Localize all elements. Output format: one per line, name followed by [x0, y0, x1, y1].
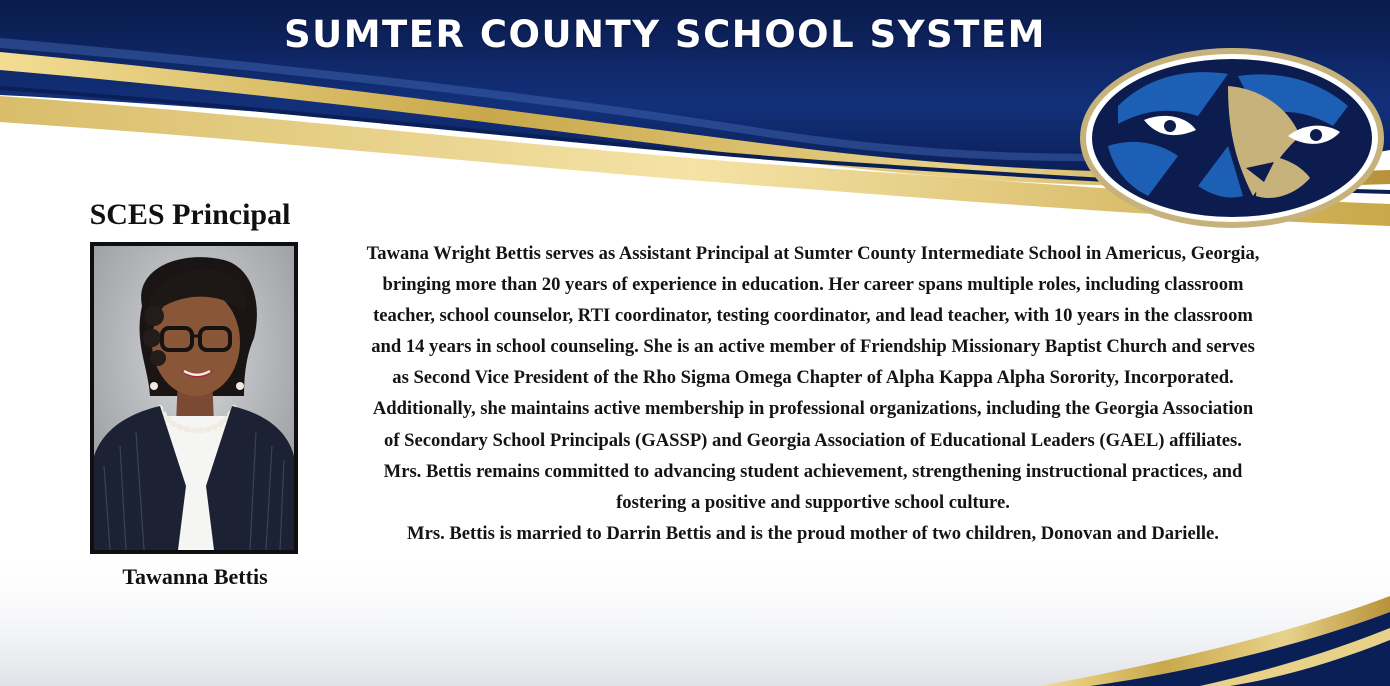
portrait-image [94, 246, 294, 550]
person-name: Tawanna Bettis [122, 564, 268, 589]
bio-paragraph: Mrs. Bettis is married to Darrin Bettis and is the proud mother of two children, Donovan and Darielle. [407, 522, 1219, 544]
bio-paragraph: Tawana Wright Bettis serves as Assistant Principal at Sumter County Intermediate School in Americus, Georgia, bringing more than 20 years of experience in education. Her career spans multiple roles, including classroom teacher, school counselor, RTI coordinator, testing coordinator, and lead teacher, with 10 years in the classroom and 14 years in school counseling. She is an active member of Friendship Missionary Baptist Church and serves as Second Vice President of the Rho Sigma Omega Chapter of Alpha Kappa Alpha Sorority, Incorporated. Additionally, she maintains active membership in professional organizations, including the Georgia Association of Secondary School Principals (GASSP) and Georgia Association of Educational Leaders (GAEL) affiliates. Mrs. Bettis remains committed to advancing student achievement, strengthening instructional practices, and fostering a positive and supportive school culture. [366, 243, 1260, 513]
panther-mascot-icon [1078, 46, 1386, 230]
biography [366, 238, 1260, 549]
portrait-photo [90, 242, 298, 554]
role-title: SCES Principal [89, 198, 291, 231]
school-system-title: SUMTER COUNTY SCHOOL SYSTEM [284, 13, 1046, 56]
